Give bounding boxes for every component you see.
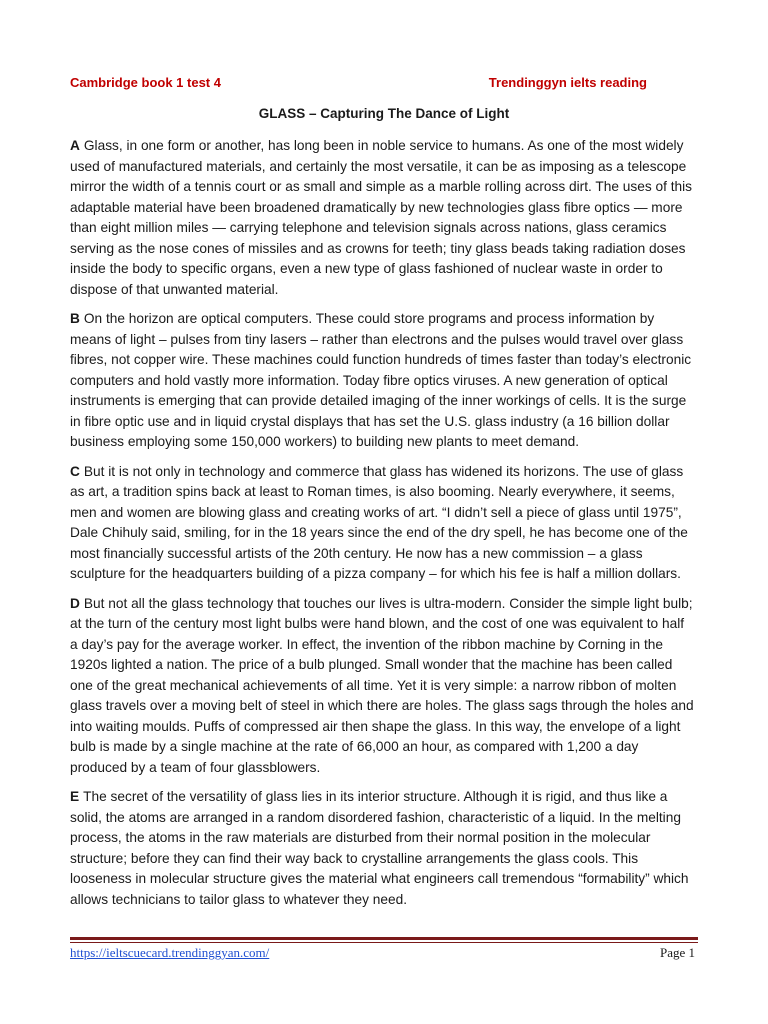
paragraph-text: On the horizon are optical computers. These could store programs and process information by means of light – pulses from tiny lasers – rather than electrons and the pulses would travel over glass fibres, not copper wire. These machines could function hundreds of times faster than today’s electronic computers and hold vastly more information. Today fibre optics viruses. A new generation of optical instruments is emerging that can provide detailed imaging of the inner workings of cells. It is the surge in fibre optic use and in liquid crystal displays that has set the U.S. glass industry (a 16 billion dollar business employing some 150,000 workers) to building new plants to meet demand. — [70, 311, 692, 449]
footer-divider — [70, 937, 698, 940]
paragraph-letter: B — [70, 311, 80, 326]
paragraph-b — [70, 309, 694, 453]
header-book-label: Cambridge book 1 test 4 — [70, 75, 221, 90]
footer-website-link[interactable]: https://ieltscuecard.trendinggyan.com/ — [70, 945, 270, 960]
header-site-label: Trendinggyn ielts reading — [488, 75, 647, 90]
footer-divider-thin — [70, 942, 698, 943]
paragraph-text: But it is not only in technology and commerce that glass has widened its horizons. The use of glass as art, a tradition spins back at least to Roman times, is also booming. Nearly everywhere, it seems, men and women are blowing glass and creating works of art. “I didn’t sell a piece of glass until 1975”, Dale Chihuly said, smiling, for in the 18 years since the end of the dry spell, he has become one of the most financially successful artists of the 20th century. He now has a new commission – a glass sculpture for the headquarters building of a pizza company – for which his fee is half a million dollars. — [70, 463, 688, 581]
paragraph-a — [70, 136, 694, 300]
passage-body — [70, 136, 694, 919]
paragraph-text: Glass, in one form or another, has long been in noble service to humans. As one of the most widely used of manufactured materials, and certainly the most versatile, it can be as imposing as a telescope mirror the width of a tennis court or as small and simple as a marble rolling across dirt. The uses of this adaptable material have been broadened dramatically by new technologies glass fibre optics — more than eight million miles — carrying telephone and television signals across nations, glass ceramics serving as the nose cones of missiles and as crowns for teeth; tiny glass beads taking radiation doses inside the body to specific organs, even a new type of glass fashioned of nuclear waste in order to dispose of that unwanted material. — [70, 138, 693, 297]
page-number: Page 1 — [659, 945, 695, 960]
passage-title: GLASS – Capturing The Dance of Light — [258, 106, 510, 121]
page-footer — [70, 945, 695, 965]
paragraph-letter: E — [70, 789, 80, 804]
paragraph-c — [70, 462, 694, 585]
paragraph-e — [70, 787, 694, 910]
page-header — [70, 75, 647, 95]
paragraph-letter: C — [70, 463, 80, 479]
paragraph-letter: D — [70, 595, 80, 611]
paragraph-d — [70, 594, 694, 779]
paragraph-letter: A — [70, 138, 80, 153]
paragraph-text: The secret of the versatility of glass lies in its interior structure. Although it is rigid, and thus like a solid, the atoms are arranged in a random disordered fashion, characteristic of a liquid. In the melting process, the atoms in the raw materials are disturbed from their normal position in the molecular structure; before they can find their way back to crystalline arrangements the glass cools. This looseness in molecular structure gives the material what engineers call tremendous “formability” which allows technicians to tailor glass to whatever they need. — [70, 789, 689, 907]
paragraph-text: But not all the glass technology that touches our lives is ultra-modern. Consider the simple light bulb; at the turn of the century most light bulbs were hand blown, and the cost of one was equivalent to half a day’s pay for the average worker. In effect, the invention of the ribbon machine by Corning in the 1920s lighted a nation. The price of a bulb plunged. Small wonder that the machine has been called one of the great mechanical achievements of all time. Yet it is very simple: a narrow ribbon of molten glass travels over a moving belt of steel in which there are holes. The glass sags through the holes and into waiting moulds. Puffs of compressed air then shape the glass. In this way, the envelope of a light bulb is made by a single machine at the rate of 66,000 an hour, as compared with 1,200 a day produced by a team of four glassblowers. — [70, 595, 694, 775]
